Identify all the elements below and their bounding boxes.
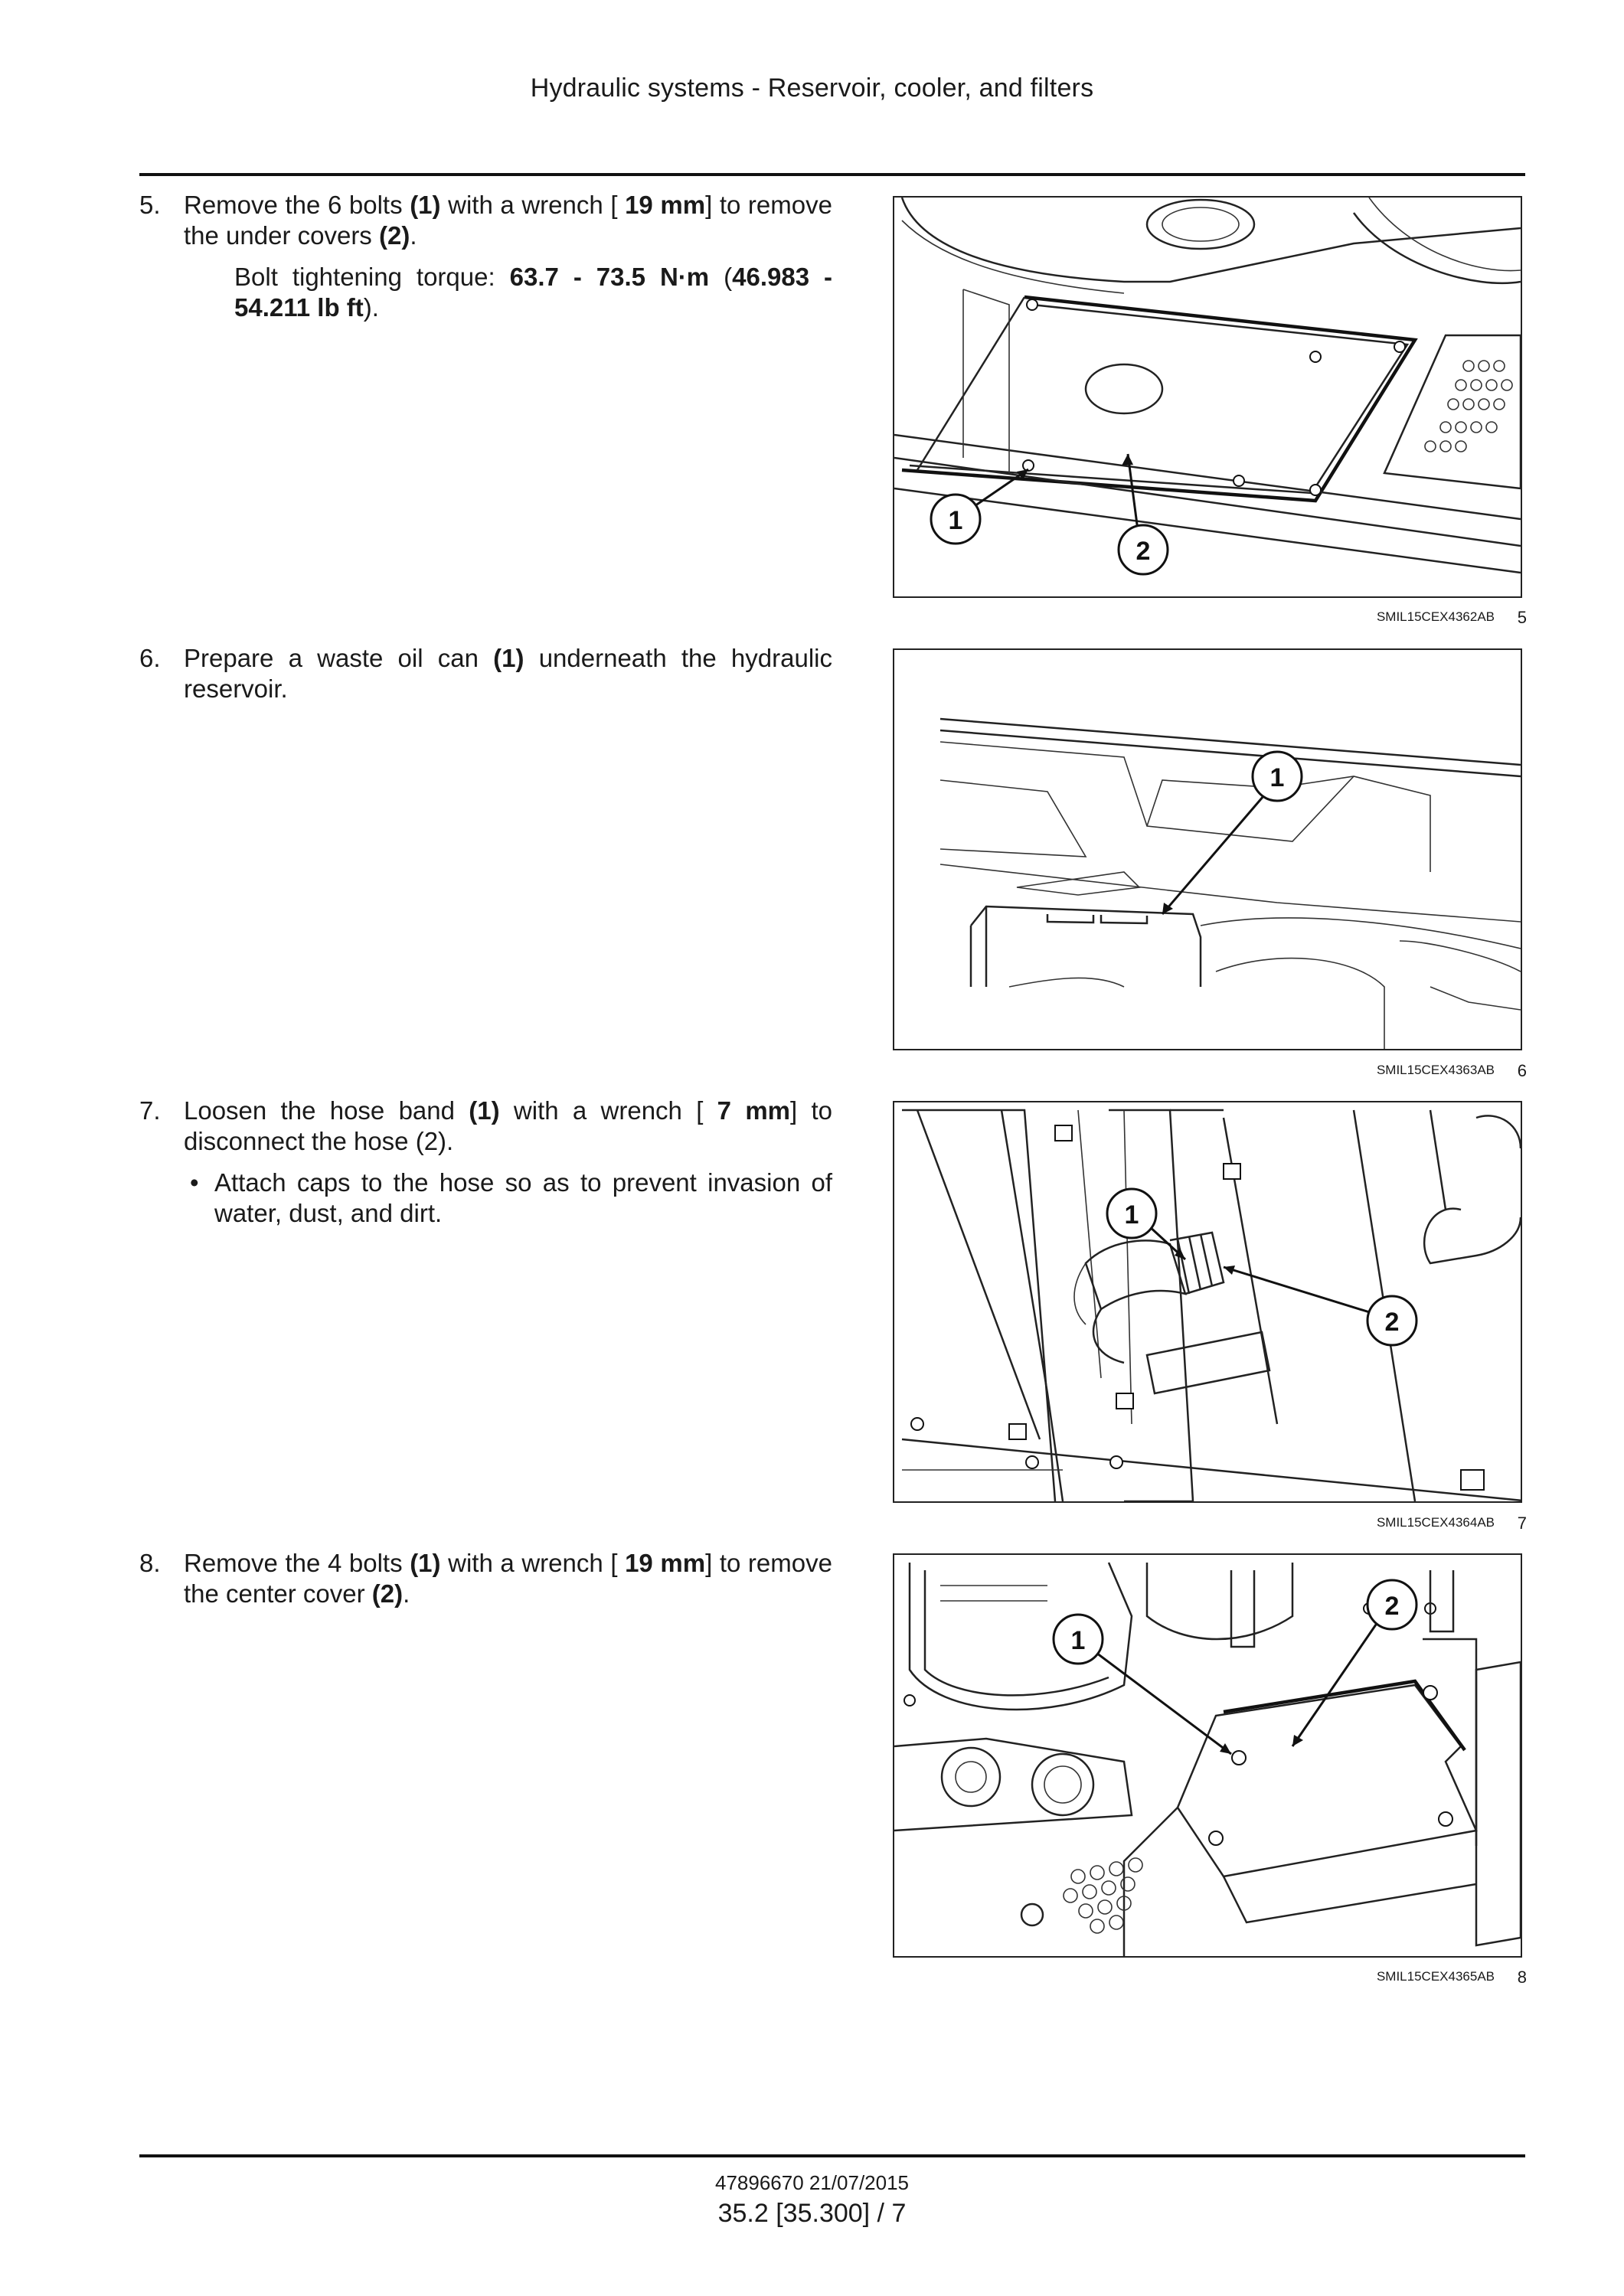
- step-text: Remove the 4 bolts (1) with a wrench [ 19 mm] to remove the center cover (2).: [184, 1549, 832, 1608]
- figure-6-waste-oil-can: [893, 648, 1522, 1050]
- torque-note: Bolt tightening torque: 63.7 - 73.5 N·m (46.983 - 54.211 lb ft).: [234, 263, 832, 322]
- figure-8-center-cover: [893, 1553, 1522, 1958]
- step-text: Loosen the hose band (1) with a wrench [ 7 mm] to disconnect the hose (2).: [184, 1096, 832, 1155]
- step-number: 5.: [139, 191, 161, 219]
- figure-7-hose-band: [893, 1101, 1522, 1503]
- page-header-title: Hydraulic systems - Reservoir, cooler, and filters: [530, 73, 1094, 103]
- svg-text:1: 1: [1269, 763, 1285, 792]
- step-text: Remove the 6 bolts (1) with a wrench [ 19 mm] to remove the under covers (2).: [184, 191, 832, 250]
- svg-text:2: 2: [1384, 1308, 1400, 1337]
- step-text: Prepare a waste oil can (1) underneath the hydraulic reservoir.: [184, 644, 832, 703]
- header-rule: [139, 173, 1525, 176]
- figure-code: SMIL15CEX4362AB: [1376, 609, 1495, 624]
- figure-number: 6: [1517, 1061, 1527, 1080]
- figure-number: 7: [1517, 1514, 1527, 1533]
- svg-text:2: 2: [1384, 1592, 1400, 1621]
- footer-document-id: 47896670 21/07/2015: [714, 2171, 910, 2194]
- svg-text:1: 1: [1124, 1200, 1139, 1230]
- svg-text:2: 2: [1135, 537, 1151, 566]
- svg-text:1: 1: [1070, 1626, 1086, 1655]
- step-number: 8.: [139, 1549, 161, 1577]
- step-number: 6.: [139, 644, 161, 672]
- step-7: [139, 1096, 832, 1229]
- step-8: [139, 1548, 832, 1609]
- figure-5-under-covers: [893, 196, 1522, 598]
- svg-text:1: 1: [948, 506, 963, 535]
- step-5: [139, 190, 832, 323]
- figure-number: 5: [1517, 608, 1527, 627]
- step-bullet: • Attach caps to the hose so as to prevent invasion of water, dust, and dirt.: [190, 1168, 832, 1227]
- figure-code: SMIL15CEX4365AB: [1376, 1969, 1495, 1984]
- figure-code: SMIL15CEX4364AB: [1376, 1515, 1495, 1530]
- figure-code: SMIL15CEX4363AB: [1376, 1063, 1495, 1077]
- figure-number: 8: [1517, 1968, 1527, 1987]
- step-6: [139, 643, 832, 704]
- footer-rule: [139, 2154, 1525, 2157]
- footer-page-number: 35.2 [35.300] / 7: [717, 2199, 907, 2228]
- step-number: 7.: [139, 1096, 161, 1125]
